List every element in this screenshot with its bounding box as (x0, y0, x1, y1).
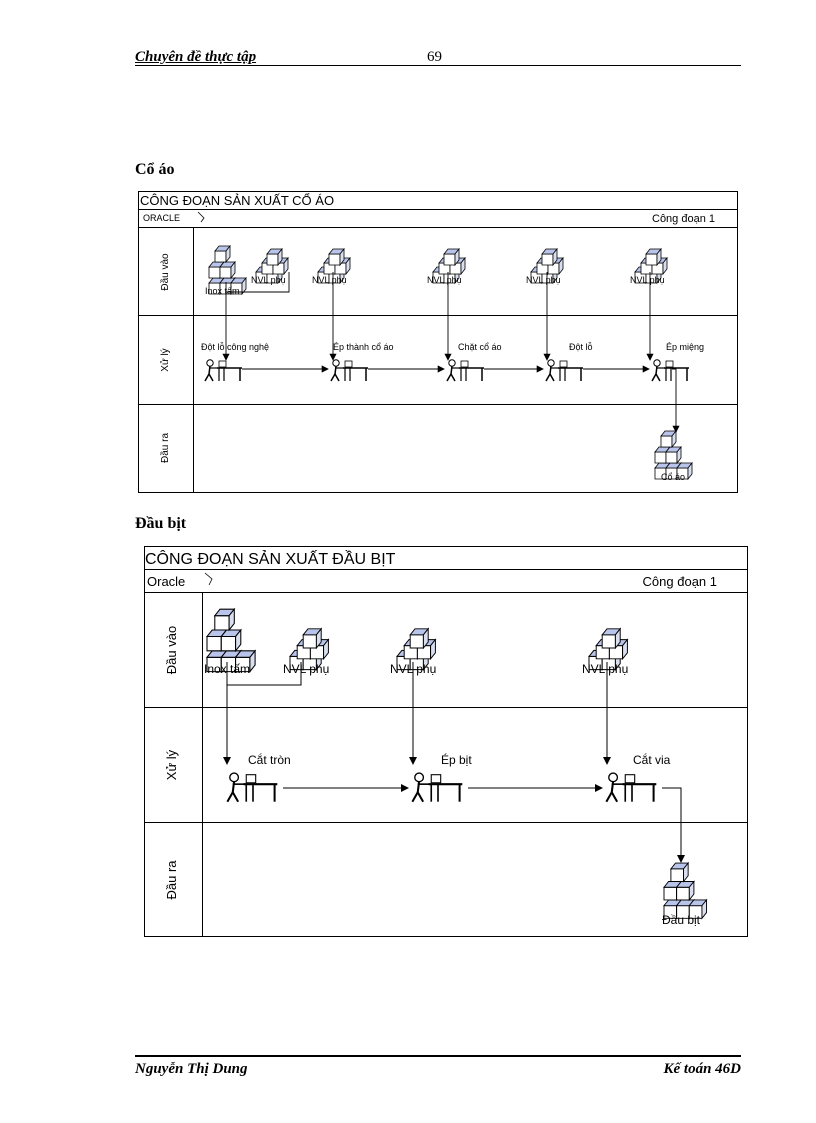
header-title: Chuyên đề thực tập (135, 49, 257, 65)
output-label: Cổ áo (660, 472, 686, 482)
system-label: Oracle (147, 574, 186, 589)
step-label: Chặt cổ áo (458, 342, 502, 352)
diagram-co-ao (139, 192, 738, 493)
lane-label-input: Đầu vào (164, 625, 179, 675)
flow-arrow (662, 788, 681, 862)
tab-marker (198, 212, 204, 222)
step-label: Ép thành cổ áo (333, 342, 394, 352)
stage-label: Công đoạn 1 (642, 574, 717, 589)
process-title: CÔNG ĐOẠN SẢN XUẤT ĐẦU BỊT (145, 551, 396, 568)
footer-class: Kế toán 46D (663, 1061, 741, 1077)
lane-label-process: Xử lý (160, 348, 171, 372)
input-label: NVL phụ (390, 662, 437, 676)
input-label: NVL phụ (283, 662, 330, 676)
input-label: NVL phụ (630, 275, 665, 285)
diagram-dau-bit (145, 547, 748, 937)
worker-icon (205, 360, 242, 381)
lane-label-process: Xử lý (164, 749, 179, 781)
input-label: Inox tấm (205, 286, 240, 296)
step-label: Đột lỗ (569, 342, 593, 352)
process-title: CÔNG ĐOẠN SẢN XUẤT CỔ ÁO (140, 193, 335, 208)
stage-label: Công đoạn 1 (652, 213, 715, 225)
input-label: NVL phụ (582, 662, 629, 676)
section-title-dau-bit: Đầu bịt (135, 515, 187, 532)
step-label: Cắt tròn (248, 753, 291, 767)
worker-icon (652, 360, 689, 381)
worker-icon (331, 360, 368, 381)
worker-icon (606, 773, 656, 802)
step-label: Đột lỗ công nghệ (201, 342, 270, 352)
output-label: Đầu bịt (661, 913, 701, 927)
step-label: Ép bịt (441, 753, 472, 767)
worker-icon (546, 360, 583, 381)
input-label: Inox tấm (204, 662, 251, 676)
lane-label-output: Đầu ra (160, 432, 171, 464)
worker-icon (447, 360, 484, 381)
section-title-co-ao: Cổ áo (135, 161, 175, 178)
worker-icon (227, 773, 277, 802)
footer-rule (135, 1055, 741, 1057)
lane-label-input: Đầu vào (160, 253, 171, 291)
system-label: ORACLE (143, 213, 181, 223)
flow-arrow (672, 369, 676, 432)
input-label: NVL phụ (427, 275, 462, 285)
tab-marker (205, 573, 212, 585)
input-label: NVL phụ (312, 275, 347, 285)
lane-label-output: Đầu ra (164, 860, 179, 900)
step-label: Ép miệng (666, 342, 705, 352)
footer-author: Nguyễn Thị Dung (135, 1061, 248, 1077)
output-icon (664, 863, 707, 918)
page-number: 69 (427, 49, 442, 65)
input-label: NVL phụ (526, 275, 561, 285)
input-label: NVL phụ (251, 275, 286, 285)
worker-icon (412, 773, 462, 802)
step-label: Cắt via (633, 753, 671, 767)
diagram-frame (145, 547, 748, 937)
